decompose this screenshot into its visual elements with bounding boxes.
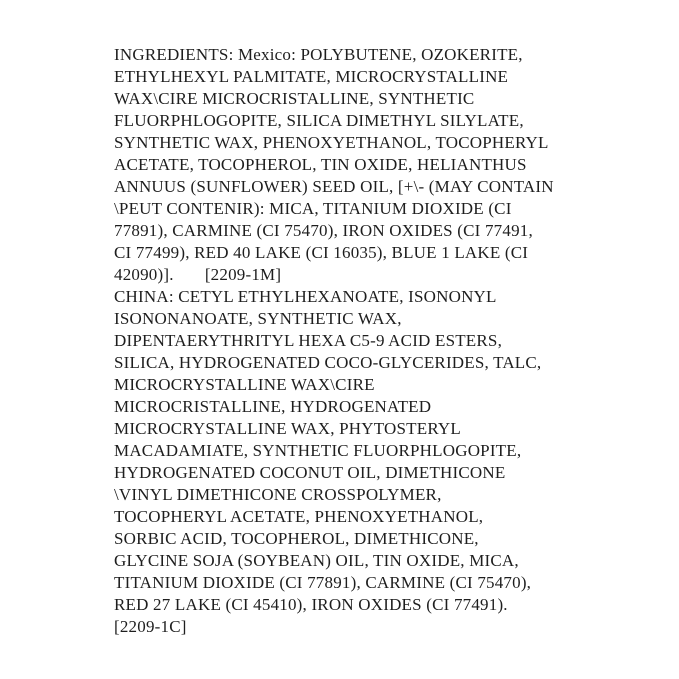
ingredients-line: ACETATE, TOCOPHEROL, TIN OXIDE, HELIANTHUS: [114, 155, 527, 174]
ingredients-line: RED 27 LAKE (CI 45410), IRON OXIDES (CI 77491).: [114, 595, 508, 614]
ingredients-line: CHINA: CETYL ETHYLHEXANOATE, ISONONYL: [114, 287, 497, 306]
ingredients-line: \VINYL DIMETHICONE CROSSPOLYMER,: [114, 485, 442, 504]
ingredients-line: CI 77499), RED 40 LAKE (CI 16035), BLUE 1 LAKE (CI: [114, 243, 529, 262]
ingredients-line: MICROCRYSTALLINE WAX\CIRE: [114, 375, 375, 394]
ingredients-line: MICROCRYSTALLINE WAX, PHYTOSTERYL: [114, 419, 461, 438]
ingredients-line: MICROCRISTALLINE, HYDROGENATED: [114, 397, 432, 416]
ingredients-text-block: [114, 44, 594, 638]
ingredients-line: SILICA, HYDROGENATED COCO-GLYCERIDES, TALC,: [114, 353, 542, 372]
ingredients-line: SYNTHETIC WAX, PHENOXYETHANOL, TOCOPHERYL: [114, 133, 549, 152]
ingredients-line: MACADAMIATE, SYNTHETIC FLUORPHLOGOPITE,: [114, 441, 522, 460]
ingredients-line: DIPENTAERYTHRITYL HEXA C5-9 ACID ESTERS,: [114, 331, 503, 350]
ingredients-line: SORBIC ACID, TOCOPHEROL, DIMETHICONE,: [114, 529, 479, 548]
ingredients-line: ETHYLHEXYL PALMITATE, MICROCRYSTALLINE: [114, 67, 509, 86]
ingredients-line: ANNUUS (SUNFLOWER) SEED OIL, [+\- (MAY CONTAIN: [114, 177, 554, 196]
ingredients-line: INGREDIENTS: Mexico: POLYBUTENE, OZOKERITE,: [114, 45, 523, 64]
ingredients-line: TOCOPHERYL ACETATE, PHENOXYETHANOL,: [114, 507, 484, 526]
ingredients-line: HYDROGENATED COCONUT OIL, DIMETHICONE: [114, 463, 506, 482]
ingredients-line: TITANIUM DIOXIDE (CI 77891), CARMINE (CI 75470),: [114, 573, 532, 592]
ingredients-line: WAX\CIRE MICROCRISTALLINE, SYNTHETIC: [114, 89, 475, 108]
ingredients-line: ISONONANOATE, SYNTHETIC WAX,: [114, 309, 402, 328]
ingredients-line-batch-mexico: 42090)]. [2209-1M]: [114, 265, 282, 284]
ingredients-line-batch-china: [2209-1C]: [114, 617, 187, 636]
ingredients-line: FLUORPHLOGOPITE, SILICA DIMETHYL SILYLATE,: [114, 111, 524, 130]
ingredients-line: 77891), CARMINE (CI 75470), IRON OXIDES (CI 77491,: [114, 221, 533, 240]
ingredients-line: \PEUT CONTENIR): MICA, TITANIUM DIOXIDE (CI: [114, 199, 512, 218]
ingredients-line: GLYCINE SOJA (SOYBEAN) OIL, TIN OXIDE, MICA,: [114, 551, 519, 570]
